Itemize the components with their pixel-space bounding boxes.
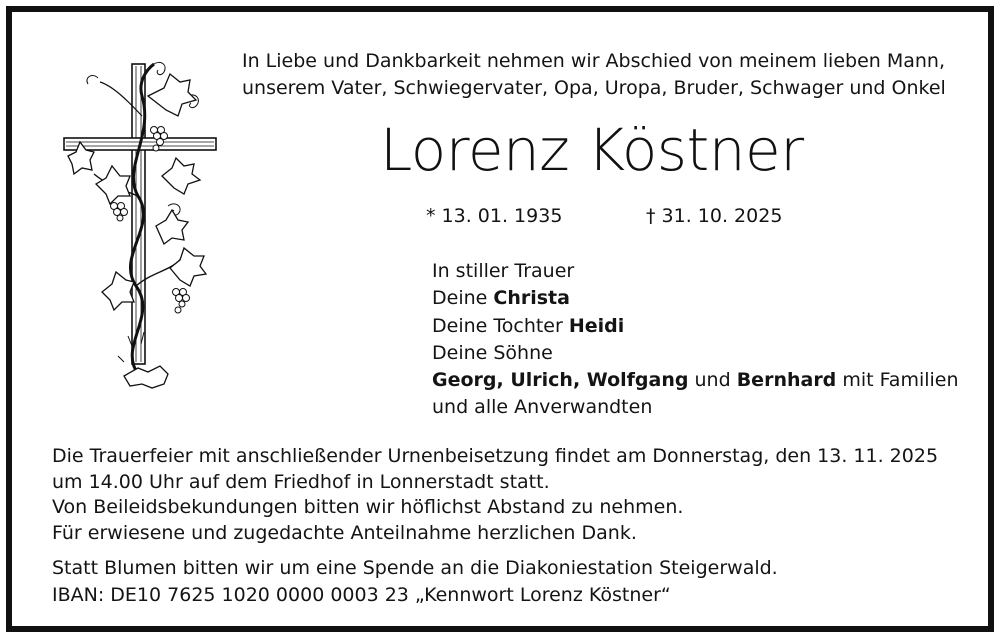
service-line-1: Die Trauerfeier mit anschließender Urnenbeisetzung findet am Donnerstag, den 13. 11. 2025 bbox=[52, 445, 939, 467]
mourners-block bbox=[432, 258, 959, 422]
intro-text bbox=[242, 48, 946, 102]
mourner-sons bbox=[432, 367, 959, 394]
mourner-relatives: und alle Anverwandten bbox=[432, 396, 653, 419]
service-info bbox=[52, 444, 938, 547]
mourner-sons-heading: Deine Söhne bbox=[432, 341, 553, 364]
service-line-2: um 14.00 Uhr auf dem Friedhof in Lonnerstadt statt. bbox=[52, 470, 550, 493]
mourner-daughter bbox=[432, 313, 959, 340]
intro-line-1: In Liebe und Dankbarkeit nehmen wir Abschied von meinem lieben Mann, bbox=[242, 50, 946, 72]
deceased-name: Lorenz Köstner bbox=[380, 116, 804, 184]
mourner-daughter-name: Heidi bbox=[568, 314, 625, 337]
donation-info bbox=[52, 555, 778, 609]
mourner-sons-suffix: mit Familien bbox=[842, 369, 959, 392]
mourner-sons-names: Georg, Ulrich, Wolfgang bbox=[432, 369, 689, 392]
donation-line-1: Statt Blumen bitten wir um eine Spende an die Diakoniestation Steigerwald. bbox=[52, 557, 778, 579]
mourner-last-son: Bernhard bbox=[736, 369, 837, 392]
mourner-daughter-prefix: Deine Tochter bbox=[432, 314, 563, 337]
mourner-sons-and: und bbox=[694, 369, 731, 392]
mourner-wife-name: Christa bbox=[493, 287, 570, 310]
service-line-3: Von Beileidsbekundungen bitten wir höflichst Abstand zu nehmen. bbox=[52, 496, 684, 519]
birth-date: * 13. 01. 1935 bbox=[426, 205, 563, 227]
service-line-4: Für erwiesene und zugedachte Anteilnahme herzlichen Dank. bbox=[52, 522, 637, 545]
mourner-wife-prefix: Deine bbox=[432, 287, 488, 310]
cross-with-grapevine-icon bbox=[58, 56, 222, 396]
mourner-wife bbox=[432, 285, 959, 312]
notice-frame bbox=[6, 6, 994, 632]
mourners-heading: In stiller Trauer bbox=[432, 260, 575, 282]
death-date: † 31. 10. 2025 bbox=[646, 205, 783, 227]
donation-iban: IBAN: DE10 7625 1020 0000 0003 23 „Kennwort Lorenz Köstner“ bbox=[52, 584, 671, 606]
intro-line-2: unserem Vater, Schwiegervater, Opa, Uropa, Bruder, Schwager und Onkel bbox=[242, 77, 946, 99]
